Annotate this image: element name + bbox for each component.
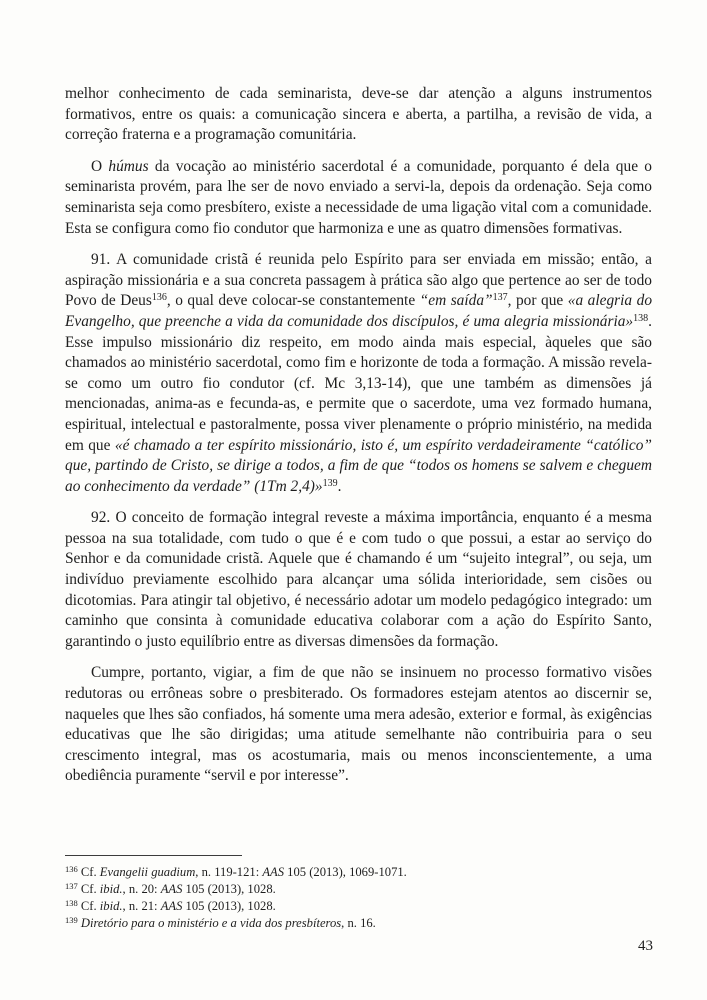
italic-text-run: «é chamado a ter espírito missionário, isto é, um espírito verdadeiramente “católico” que, partindo de Cristo, se dirige a todos, a fim de que “todos os homens se salvem e cheguem ao conhecimento da verdade” (1Tm 2,4)» bbox=[65, 436, 652, 495]
footnote-marker: 137 bbox=[65, 881, 78, 891]
paragraph-cumpre bbox=[65, 663, 652, 787]
paragraph-humus bbox=[65, 157, 652, 239]
text-run: , o qual deve colocar-se constantemente bbox=[166, 292, 420, 310]
italic-text-run: Diretório para o ministério e a vida dos presbíteros bbox=[80, 916, 342, 930]
text-run: . bbox=[337, 477, 342, 495]
footnote-separator bbox=[65, 855, 242, 856]
italic-text-run: ibid. bbox=[99, 899, 123, 913]
text-run: Cumpre, portanto, vigiar, a fim de que não se insinuem no processo formativo visões redutoras ou errôneas sobre o presbiterado. Os formadores estejam atentos ao discernir se, naqueles que lhes são confiados, há somente uma mera adesão, exterior e formal, às exigências educativas que lhe são dirigidas; uma atitude semelhante não contribuiria para o seu crescimento integral, mas os acostumaria, mais ou menos inconscientemente, a uma obediência puramente “servil e por interesse”. bbox=[65, 664, 652, 785]
italic-text-run: “em saída” bbox=[419, 292, 493, 310]
text-run: 105 (2013), 1069-1071. bbox=[284, 865, 407, 879]
italic-text-run: «a alegria do Evangelho, que preenche a vida da comunidade dos discípulos, é uma alegria missionária» bbox=[65, 292, 653, 330]
footnote-marker: 139 bbox=[65, 915, 78, 925]
footnote-137 bbox=[65, 881, 652, 898]
text-run: 105 (2013), 1028. bbox=[182, 882, 276, 896]
text-run: , n. 20: bbox=[122, 882, 161, 896]
italic-text-run: ibid. bbox=[99, 882, 123, 896]
text-run: , por que bbox=[507, 292, 568, 310]
text-run: Cf. bbox=[77, 899, 100, 913]
footnote-136 bbox=[65, 864, 652, 881]
text-run: melhor conhecimento de cada seminarista, deve-se dar atenção a alguns instrumentos formativos, entre os quais: a comunicação sincera e aberta, a partilha, a revisão de vida, a correção fraterna e a programação comunitária. bbox=[65, 85, 652, 144]
text-run: , n. 119-121: bbox=[195, 865, 263, 879]
footnote-marker: 138 bbox=[65, 898, 78, 908]
footnote-marker: 139 bbox=[322, 477, 338, 489]
text-run: , n. 16. bbox=[341, 916, 376, 930]
footnote-139 bbox=[65, 915, 652, 932]
text-run: 91. A comunidade cristã é reunida pelo Espírito para ser enviada em missão; então, a aspiração missionária e a sua concreta passagem à prática são algo que pertence ao ser de todo Povo de Deus bbox=[65, 251, 652, 310]
italic-text-run: AAS bbox=[160, 899, 183, 913]
footnote-marker: 136 bbox=[151, 292, 167, 304]
italic-text-run: Evangelii guadium bbox=[99, 865, 196, 879]
text-run: O bbox=[91, 157, 109, 175]
footnote-marker: 138 bbox=[633, 312, 649, 324]
page-body bbox=[65, 84, 652, 798]
text-run: Cf. bbox=[77, 865, 100, 879]
footnote-marker: 136 bbox=[65, 864, 78, 874]
text-run: . Esse impulso missionário diz respeito, em modo ainda mais especial, àqueles que são chamados ao ministério sacerdotal, como fim e horizonte de toda a formação. A missão revela-se como um outro fio condutor (cf. Mc 3,13-14), que une também as dimensões já mencionadas, anima-as e fecunda-as, e permite que o sacerdote, uma vez formado humana, espiritual, intelectual e pastoralmente, possa viver plenamente o próprio ministério, na medida em que bbox=[65, 312, 652, 454]
paragraph-92 bbox=[65, 508, 652, 652]
text-run: 105 (2013), 1028. bbox=[182, 899, 276, 913]
page-number: 43 bbox=[638, 938, 653, 954]
footnote-138 bbox=[65, 898, 652, 915]
footnotes-section bbox=[65, 855, 652, 932]
paragraph-continuation bbox=[65, 84, 652, 146]
text-run: Cf. bbox=[77, 882, 100, 896]
text-run: da vocação ao ministério sacerdotal é a comunidade, porquanto é dela que o seminarista provém, para lhe ser de novo enviado a servi-la, depois da ordenação. Seja como seminarista seja como presbítero, existe a necessidade de uma ligação vital com a comunidade. Esta se configura como fio condutor que harmoniza e une as quatro dimensões formativas. bbox=[65, 157, 652, 237]
italic-text-run: húmus bbox=[108, 157, 149, 175]
text-run: , n. 21: bbox=[122, 899, 161, 913]
text-run: 92. O conceito de formação integral reveste a máxima importância, enquanto é a mesma pessoa na sua totalidade, com tudo o que é e com tudo o que possui, a estar ao serviço do Senhor e da comunidade cristã. Aquele que é chamando é um “sujeito integral”, ou seja, um indivíduo previamente escolhido para alcançar uma sólida interioridade, sem cisões ou dicotomias. Para atingir tal objetivo, é necessário adotar um modelo pedagógico integrado: um caminho que consinta à comunidade educativa colaborar com a ação do Espírito Santo, garantindo o justo equilíbrio entre as diversas dimensões da formação. bbox=[65, 509, 652, 650]
italic-text-run: AAS bbox=[262, 865, 285, 879]
italic-text-run: AAS bbox=[160, 882, 183, 896]
footnote-marker: 137 bbox=[492, 292, 508, 304]
paragraph-91 bbox=[65, 250, 652, 497]
